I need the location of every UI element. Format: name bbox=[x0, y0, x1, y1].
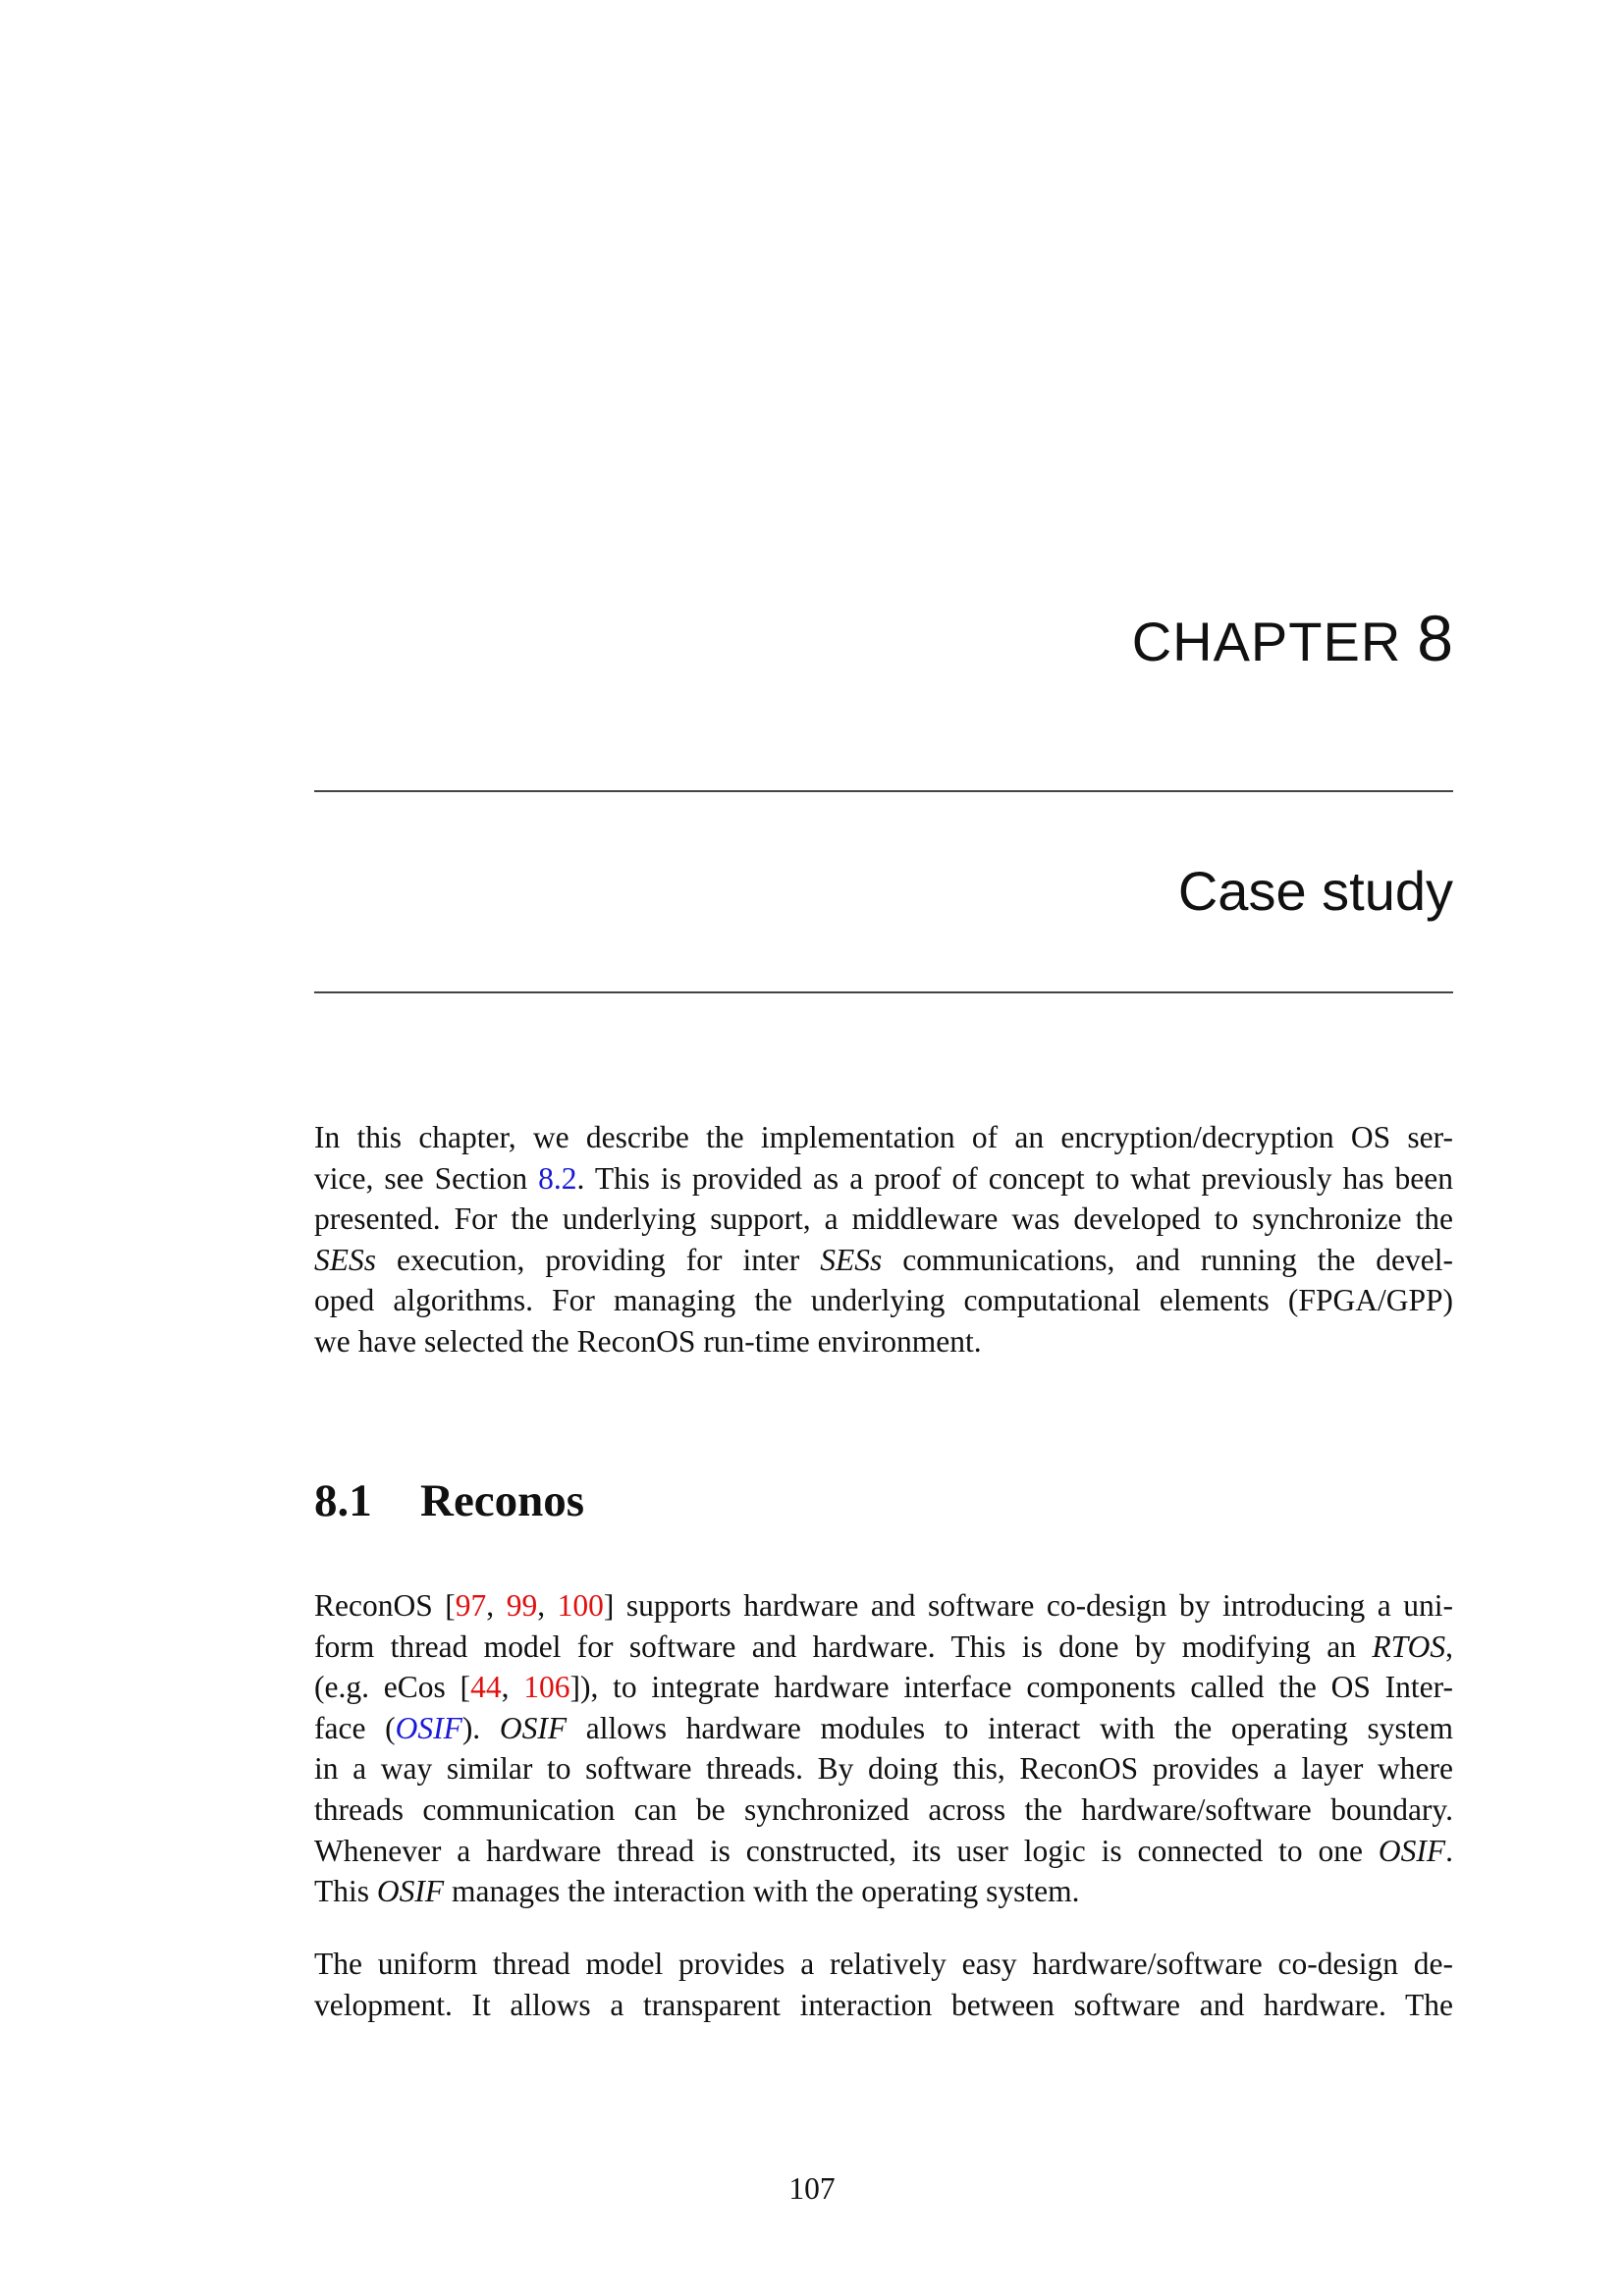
text-run: manages the interaction with the operating system. bbox=[444, 1874, 1080, 1909]
text-line bbox=[314, 1280, 1453, 1321]
math-term: OSIF bbox=[376, 1874, 445, 1909]
text-line bbox=[314, 1321, 1453, 1362]
page-number: 107 bbox=[788, 2171, 836, 2206]
citation-link[interactable]: 99 bbox=[506, 1588, 538, 1623]
text-run: oped algorithms. For managing the underlying computational elements (FPGA/GPP) bbox=[314, 1283, 1453, 1318]
text-run: ] supports hardware and software co-design by introducing a uni- bbox=[603, 1588, 1454, 1623]
text-line bbox=[314, 1985, 1453, 2026]
text-run: in a way similar to software threads. By doing this, ReconOS provides a layer where bbox=[314, 1751, 1453, 1787]
text-run: velopment. It allows a transparent interaction between software and hardware. The bbox=[314, 1987, 1453, 2022]
text-run: threads communication can be synchronized across the hardware/software boundary. bbox=[314, 1791, 1453, 1827]
chapter-rule-bottom bbox=[314, 991, 1453, 993]
text-run: presented. For the underlying support, a middleware was developed to synchronize the bbox=[314, 1201, 1453, 1237]
text-run: ). bbox=[461, 1710, 500, 1745]
text-run: The uniform thread model provides a relatively easy hardware/software co-design de- bbox=[314, 1947, 1453, 1981]
text-run: In this chapter, we describe the implementation of an encryption/decryption OS ser- bbox=[314, 1120, 1453, 1154]
text-line bbox=[314, 1199, 1453, 1240]
text-run: (e.g. eCos [ bbox=[314, 1670, 471, 1705]
text-run: . bbox=[1445, 1833, 1453, 1868]
math-term: OSIF bbox=[1378, 1833, 1446, 1868]
text-run: form thread model for software and hardware. This is done by modifying an bbox=[314, 1629, 1373, 1664]
section-heading bbox=[314, 1474, 584, 1527]
text-line bbox=[314, 1831, 1453, 1872]
text-line bbox=[314, 1708, 1453, 1749]
text-run: face ( bbox=[314, 1710, 396, 1745]
citation-link[interactable]: 106 bbox=[523, 1670, 570, 1705]
text-run: . This is provided as a proof of concept to what previously has been bbox=[576, 1160, 1453, 1196]
text-line bbox=[314, 1667, 1453, 1708]
math-term: RTOS bbox=[1372, 1629, 1446, 1664]
text-line bbox=[314, 1117, 1453, 1158]
section-title: Reconos bbox=[420, 1475, 585, 1526]
text-line bbox=[314, 1585, 1453, 1627]
math-term: OSIF bbox=[499, 1710, 568, 1745]
text-run: allows hardware modules to interact with the operating system bbox=[567, 1710, 1453, 1745]
text-line bbox=[314, 1944, 1453, 1985]
text-run: communications, and running the devel- bbox=[882, 1242, 1453, 1277]
math-term: SESs bbox=[314, 1242, 376, 1277]
text-run: vice, see Section bbox=[314, 1160, 539, 1196]
citation-link[interactable]: 44 bbox=[470, 1670, 502, 1705]
text-run: ]), to integrate hardware interface components called the OS Inter- bbox=[569, 1670, 1453, 1705]
text-line bbox=[314, 1158, 1453, 1200]
chapter-heading bbox=[1132, 601, 1453, 675]
text-run: This bbox=[314, 1874, 377, 1909]
glossary-link[interactable]: OSIF bbox=[395, 1710, 462, 1745]
text-line bbox=[314, 1627, 1453, 1668]
cross-reference-link[interactable]: 8.2 bbox=[538, 1160, 577, 1196]
text-line bbox=[314, 1748, 1453, 1789]
chapter-number: 8 bbox=[1417, 602, 1453, 674]
citation-link[interactable]: 97 bbox=[455, 1588, 487, 1623]
math-term: SESs bbox=[820, 1242, 883, 1277]
chapter-title: Case study bbox=[1177, 860, 1453, 922]
chapter-word: CHAPTER bbox=[1131, 611, 1402, 672]
chapter-rule-top bbox=[314, 790, 1453, 792]
text-run: , bbox=[537, 1588, 558, 1623]
text-run: execution, providing for inter bbox=[376, 1242, 821, 1277]
reconos-paragraph-2 bbox=[314, 1944, 1453, 2025]
text-run: , bbox=[1445, 1629, 1453, 1664]
text-line bbox=[314, 1789, 1453, 1831]
text-run: , bbox=[486, 1588, 507, 1623]
section-number: 8.1 bbox=[314, 1475, 372, 1526]
text-run: we have selected the ReconOS run-time environment. bbox=[314, 1323, 982, 1359]
reconos-paragraph-1 bbox=[314, 1585, 1453, 1912]
text-line bbox=[314, 1871, 1453, 1912]
text-run: , bbox=[501, 1670, 524, 1705]
text-run: ReconOS [ bbox=[314, 1588, 456, 1623]
text-run: Whenever a hardware thread is constructed, its user logic is connected to one bbox=[314, 1833, 1379, 1868]
intro-paragraph bbox=[314, 1117, 1453, 1362]
text-line bbox=[314, 1240, 1453, 1281]
citation-link[interactable]: 100 bbox=[557, 1588, 604, 1623]
